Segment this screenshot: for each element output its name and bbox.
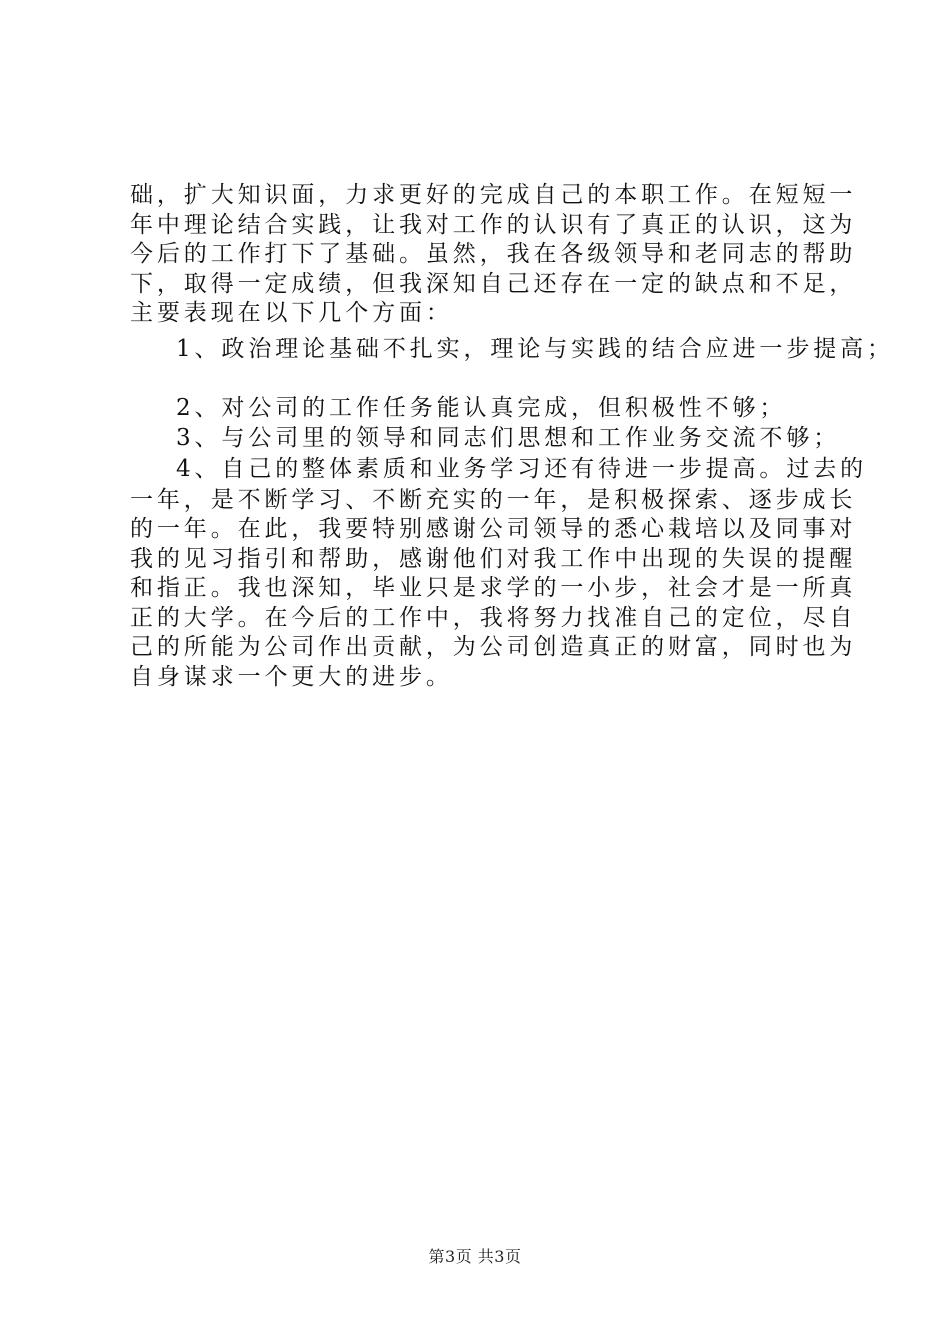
page-number-footer: 第3页 共3页 — [428, 1247, 522, 1266]
paragraph-line: 自身谋求一个更大的进步。 — [130, 664, 453, 690]
list-item-3: 3、与公司里的领导和同志们思想和工作业务交流不够； — [176, 425, 841, 451]
paragraph-line: 础，扩大知识面，力求更好的完成自己的本职工作。在短短一 — [130, 182, 857, 208]
list-item-1: 1、政治理论基础不扎实，理论与实践的结合应进一步提高； — [176, 336, 894, 362]
paragraph-line: 今后的工作打下了基础。虽然，我在各级领导和老同志的帮助 — [130, 241, 857, 267]
list-item-2: 2、对公司的工作任务能认真完成，但积极性不够； — [176, 395, 787, 421]
paragraph-line: 下，取得一定成绩，但我深知自己还存在一定的缺点和不足， — [130, 271, 857, 297]
paragraph-line: 我的见习指引和帮助，感谢他们对我工作中出现的失误的提醒 — [130, 546, 857, 572]
paragraph-line: 主要表现在以下几个方面： — [130, 300, 453, 326]
paragraph-line: 和指正。我也深知，毕业只是求学的一小步，社会才是一所真 — [130, 575, 857, 601]
paragraph-line: 己的所能为公司作出贡献，为公司创造真正的财富，同时也为 — [130, 634, 857, 660]
paragraph-line: 正的大学。在今后的工作中，我将努力找准自己的定位，尽自 — [130, 605, 857, 631]
paragraph-line: 一年，是不断学习、不断充实的一年，是积极探索、逐步成长 — [130, 487, 857, 513]
paragraph-line: 年中理论结合实践，让我对工作的认识有了真正的认识，这为 — [130, 212, 857, 238]
paragraph-line: 的一年。在此，我要特别感谢公司领导的悉心栽培以及同事对 — [130, 516, 857, 542]
list-item-4: 4、自己的整体素质和业务学习还有待进一步提高。过去的 — [176, 456, 868, 482]
